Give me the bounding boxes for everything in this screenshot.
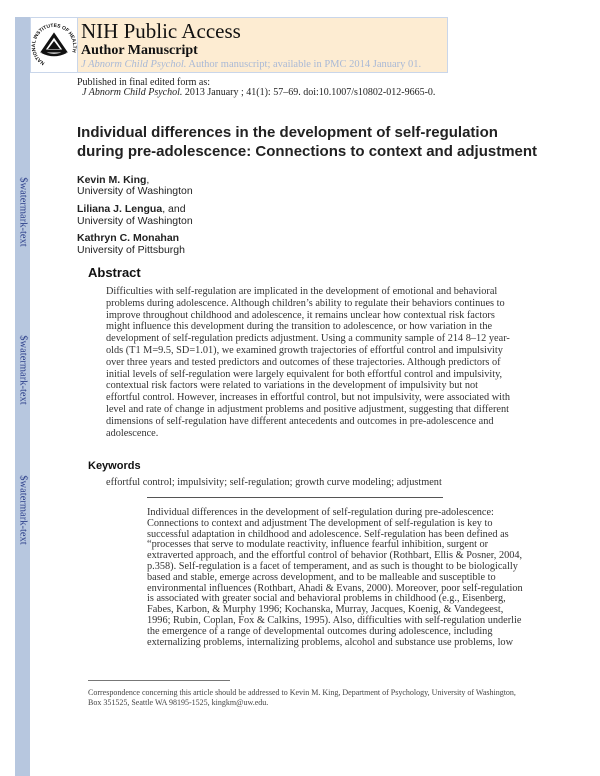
abstract-line: over three years and tested predictors and outcomes of these trajectories. Although predictors of (106, 356, 501, 368)
abstract-line: development of self-regulation predicts adjustment. Using a community sample of 214 8–12 year- (106, 333, 510, 345)
availability-line (81, 59, 421, 70)
body-line: Fabes, Karbon, & Murphy 1996; Kochanska, Murray, Jacques, Koenig, & Vandegeest, (147, 604, 504, 616)
footnote-line: Box 351525, Seattle WA 98195-1525, kingkm@uw.edu. (88, 698, 269, 707)
body-line: environmental influences (Rothbart, Ahadi & Evans, 2000). Moreover, poor self-regulation (147, 582, 523, 594)
body-line: 1996; Rubin, Coplan, Fox & Calkins, 1995). Also, difficulties with self-regulation underlie (147, 615, 522, 626)
affiliation: University of Washington (77, 185, 193, 197)
abstract-line: olds (T1 M=9.5, SD=1.01), we examined growth trajectories of effortful control and impulsivity (106, 345, 503, 356)
divider (147, 497, 443, 498)
affiliation: University of Pittsburgh (77, 244, 185, 256)
abstract-line: adolescence. (106, 427, 159, 439)
watermark (16, 330, 30, 410)
body-line: based and stable, emerge across development, and to be malleable and susceptible to (147, 571, 496, 583)
footnote-line: Correspondence concerning this article should be addressed to Kevin M. King, Department of Psychology, University of Washington, (88, 688, 516, 697)
author-suffix: , and (162, 203, 186, 215)
nih-logo-icon (31, 18, 77, 72)
watermark-text: $watermark-text (17, 475, 29, 545)
keywords: effortful control; impulsivity; self-regulation; growth curve modeling; adjustment (106, 477, 442, 488)
author-manuscript-label: Author Manuscript (81, 43, 198, 58)
watermark (16, 172, 30, 252)
author-suffix: , (146, 174, 150, 186)
citation-text: 2013 January ; 41(1): 57–69. doi:10.1007/s10802-012-9665-0. (182, 87, 436, 98)
watermark-text: $watermark-text (17, 335, 29, 405)
author-name: Liliana J. Lengua (77, 203, 163, 215)
abstract-line: might influence this development during the transition to adolescence, or how variation in the (106, 321, 493, 333)
body-line: externalizing problems, internalizing problems, alcohol and substance use problems, low (147, 636, 514, 648)
abstract-line: dimensions of self-regulation have different antecedents and outcomes in pre-adolescence and (106, 415, 494, 427)
author (77, 203, 186, 215)
article-title: during pre-adolescence: Connections to context and adjustment (77, 143, 538, 160)
journal-name: J Abnorm Child Psychol. (81, 59, 187, 70)
body-line: Individual differences in the development of self-regulation during pre-adolescence: (147, 507, 494, 518)
watermark-text: $watermark-text (17, 177, 29, 247)
author-name: Kathryn C. Monahan (77, 232, 180, 244)
body-line: successful adaptation in childhood and adolescence. Self-regulation has been defined as (147, 528, 509, 540)
nih-header (30, 17, 448, 73)
keywords-heading: Keywords (88, 460, 141, 472)
author (77, 232, 179, 244)
watermark (16, 470, 30, 550)
nih-public-access-title: NIH Public Access (81, 19, 241, 43)
affiliation: University of Washington (77, 215, 193, 227)
footnote-divider (88, 680, 230, 681)
abstract-line: effortful control. However, increases in effortful control, but not impulsivity, were associated with (106, 392, 511, 404)
body-line: “processes that serve to modulate reactivity, influence fearful inhibition, surgent or (147, 539, 489, 551)
citation (82, 87, 435, 98)
article-title: Individual differences in the development of self-regulation (77, 124, 498, 141)
body-line: Connections to context and adjustment The development of self-regulation is key to (147, 517, 493, 529)
abstract-line: contextual risk factors were related to variations in the development of impulsivity but not (106, 380, 479, 392)
body-line: p.358). Self-regulation is a facet of temperament, and as such is thought to be biologically (147, 561, 518, 572)
published-label: Published in final edited form as: (77, 77, 211, 88)
body-line: extraverted approach, and the effortful control of behavior (Rothbart, Ellis & Posner, 2004, (147, 550, 523, 562)
author-name: Kevin M. King (77, 174, 147, 186)
abstract-heading: Abstract (88, 265, 141, 280)
abstract-line: initial levels of self-regulation were largely equivalent for both effortful control and impulsivity, (106, 368, 503, 380)
abstract-line: improve throughout childhood and adolescence, it remains unclear how contextual risk factors (106, 309, 495, 321)
body-line: is associated with greater social and behavioral problems in childhood (e.g., Eisenberg, (147, 593, 506, 605)
abstract-line: problems during adolescence. Although children’s ability to regulate their behaviors continues to (106, 297, 505, 309)
abstract-line: Difficulties with self-regulation are implicated in the development of emotional and behavioral (106, 286, 498, 297)
journal-name: J Abnorm Child Psychol. (82, 87, 183, 98)
availability-text: Author manuscript; available in PMC 2014 January 01. (186, 59, 422, 70)
body-line: the emergence of a range of developmental outcomes during adolescence, including (147, 625, 493, 637)
abstract-line: level and rate of change in adjustment problems and positive adjustment, suggesting that different (106, 404, 510, 415)
svg-text:NATIONAL INSTITUTES OF HEALTH: NATIONAL INSTITUTES OF HEALTH (31, 22, 77, 67)
nih-logo (31, 18, 78, 72)
